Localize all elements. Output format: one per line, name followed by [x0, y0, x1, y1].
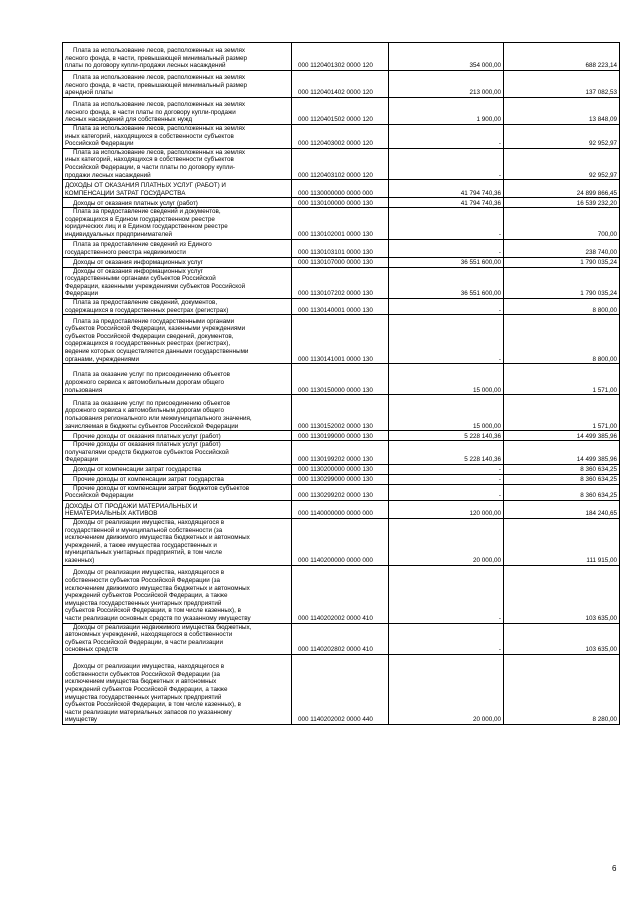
table-row — [63, 501, 620, 519]
row-code-cell: 000 1120403002 0000 120 — [292, 125, 389, 149]
row-plan-cell: - — [389, 298, 504, 314]
row-plan-cell: - — [389, 208, 504, 239]
row-plan-cell: 36 551 600,00 — [389, 267, 504, 298]
row-plan-cell: 354 000,00 — [389, 43, 504, 71]
table-row — [63, 267, 620, 298]
table-row — [63, 98, 620, 125]
table-row — [63, 71, 620, 98]
row-fact-cell: 13 848,09 — [504, 98, 620, 125]
table-row — [63, 43, 620, 71]
revenue-table-sheet — [62, 42, 619, 725]
row-fact-cell: 1 790 035,24 — [504, 257, 620, 267]
row-name-cell: Прочие доходы от оказания платных услуг (работ) получателями средств бюджетов субъектов Российской Федерации — [63, 441, 292, 465]
table-row — [63, 484, 620, 500]
table-row — [63, 298, 620, 314]
row-fact-cell: 1 571,00 — [504, 395, 620, 431]
row-name-cell: Плата за предоставление государственными органами субъектов Российской Федерации, казенными учреждениями субъектов Российской Федерации сведений, документов, содержащихся в государственных реестрах (регистрах), ведение которых осуществляется данными государственными органами, учреждениями — [63, 315, 292, 364]
table-row — [63, 239, 620, 257]
row-name-cell: Доходы от оказания информационных услуг — [63, 257, 292, 267]
row-fact-cell: 8 360 634,25 — [504, 474, 620, 484]
row-code-cell: 000 1130152002 0000 130 — [292, 395, 389, 431]
row-fact-cell: 16 539 232,20 — [504, 198, 620, 208]
row-fact-cell: 92 952,97 — [504, 148, 620, 179]
table-row — [63, 257, 620, 267]
row-code-cell: 000 1130100000 0000 130 — [292, 198, 389, 208]
row-name-cell: Доходы от реализации имущества, находящегося в собственности субъектов Российской Федерации (за исключением движимого имущества бюджетных и автономных учреждений субъектов Российской Федерации, а также имущества государственных унитарных предприятий субъектов Российской Федерации, в том числе казенных), в части реализации основных средств по указанному имуществу — [63, 565, 292, 623]
revenue-table — [62, 42, 620, 725]
row-name-cell: Доходы от компенсации затрат государства — [63, 464, 292, 474]
row-plan-cell: 5 228 140,36 — [389, 431, 504, 441]
row-fact-cell: 24 899 866,45 — [504, 180, 620, 198]
row-fact-cell: 8 800,00 — [504, 298, 620, 314]
table-row — [63, 623, 620, 654]
row-fact-cell: 688 223,14 — [504, 43, 620, 71]
table-row — [63, 519, 620, 566]
row-code-cell: 000 1140202802 0000 410 — [292, 623, 389, 654]
row-fact-cell: 1 571,00 — [504, 364, 620, 395]
row-plan-cell: - — [389, 239, 504, 257]
row-name-cell: Плата за использование лесов, расположенных на землях лесного фонда, в части платы по договору купли-продажи лесных насаждений для собственных нужд — [63, 98, 292, 125]
row-plan-cell: - — [389, 623, 504, 654]
row-plan-cell: 20 000,00 — [389, 519, 504, 566]
row-name-cell: Доходы от реализации недвижимого имущества бюджетных, автономных учреждений, находящегося в собственности субъекта Российской Федерации, в части реализации основных средств — [63, 623, 292, 654]
row-name-cell: Плата за предоставление сведений из Единого государственного реестра недвижимости — [63, 239, 292, 257]
row-fact-cell: 8 280,00 — [504, 655, 620, 725]
row-code-cell: 000 1140202002 0000 440 — [292, 655, 389, 725]
row-name-cell: ДОХОДЫ ОТ ПРОДАЖИ МАТЕРИАЛЬНЫХ И НЕМАТЕРИАЛЬНЫХ АКТИВОВ — [63, 501, 292, 519]
row-name-cell: Плата за использование лесов, расположенных на землях лесного фонда, в части, превышающей минимальный размер арендной платы — [63, 71, 292, 98]
row-name-cell: Плата за оказание услуг по присоединению объектов дорожного сервиса к автомобильным дорогам общего пользования — [63, 364, 292, 395]
row-plan-cell: - — [389, 315, 504, 364]
row-plan-cell: 120 000,00 — [389, 501, 504, 519]
table-row — [63, 464, 620, 474]
row-fact-cell: 92 952,97 — [504, 125, 620, 149]
row-plan-cell: - — [389, 484, 504, 500]
row-code-cell: 000 1130107202 0000 130 — [292, 267, 389, 298]
row-name-cell: Доходы от реализации имущества, находящегося в собственности субъектов Российской Федерации (за исключением имущества бюджетных и автономных учреждений субъектов Российской Федерации, а также имущества государственных унитарных предприятий субъектов Российской Федерации, в том числе казенных), в части реализации материальных запасов по указанному имуществу — [63, 655, 292, 725]
table-row — [63, 180, 620, 198]
table-row — [63, 315, 620, 364]
row-code-cell: 000 1130141001 0000 130 — [292, 315, 389, 364]
row-name-cell: ДОХОДЫ ОТ ОКАЗАНИЯ ПЛАТНЫХ УСЛУГ (РАБОТ) И КОМПЕНСАЦИИ ЗАТРАТ ГОСУДАРСТВА — [63, 180, 292, 198]
row-plan-cell: 20 000,00 — [389, 655, 504, 725]
table-row — [63, 148, 620, 179]
row-code-cell: 000 1130199000 0000 130 — [292, 431, 389, 441]
row-code-cell: 000 1140000000 0000 000 — [292, 501, 389, 519]
row-fact-cell: 1 790 035,24 — [504, 267, 620, 298]
table-row — [63, 125, 620, 149]
row-fact-cell: 700,00 — [504, 208, 620, 239]
row-fact-cell: 8 360 634,25 — [504, 484, 620, 500]
row-plan-cell: - — [389, 565, 504, 623]
row-plan-cell: 41 794 740,36 — [389, 198, 504, 208]
row-plan-cell: - — [389, 464, 504, 474]
row-code-cell: 000 1130299000 0000 130 — [292, 474, 389, 484]
row-name-cell: Плата за использование лесов, расположенных на землях лесного фонда, в части, превышающей минимальный размер платы по договору купли-продажи лесных насаждений — [63, 43, 292, 71]
row-name-cell: Доходы от оказания информационных услуг государственными органами субъектов Российской Федерации, казенными учреждениями субъектов Российской Федерации — [63, 267, 292, 298]
row-name-cell: Плата за использование лесов, расположенных на землях иных категорий, находящихся в собственности субъектов Российской Федерации — [63, 125, 292, 149]
row-code-cell: 000 1130107000 0000 130 — [292, 257, 389, 267]
row-fact-cell: 238 740,00 — [504, 239, 620, 257]
row-name-cell: Доходы от оказания платных услуг (работ) — [63, 198, 292, 208]
table-row — [63, 474, 620, 484]
table-row — [63, 208, 620, 239]
row-name-cell: Плата за предоставление сведений и документов, содержащихся в Едином государственном реестре юридических лиц и в Едином государственном реестре индивидуальных предпринимателей — [63, 208, 292, 239]
row-code-cell: 000 1120403102 0000 120 — [292, 148, 389, 179]
table-row — [63, 565, 620, 623]
row-code-cell: 000 1130000000 0000 000 — [292, 180, 389, 198]
table-row — [63, 198, 620, 208]
row-fact-cell: 184 240,65 — [504, 501, 620, 519]
row-code-cell: 000 1140202002 0000 410 — [292, 565, 389, 623]
row-name-cell: Прочие доходы от оказания платных услуг (работ) — [63, 431, 292, 441]
row-code-cell: 000 1140200000 0000 000 — [292, 519, 389, 566]
table-row — [63, 441, 620, 465]
row-code-cell: 000 1130150000 0000 130 — [292, 364, 389, 395]
row-name-cell: Доходы от реализации имущества, находящегося в государственной и муниципальной собственности (за исключением движимого имущества бюджетных и автономных учреждений, а также имущества государственных и муниципальных унитарных предприятий, в том числе казенных) — [63, 519, 292, 566]
row-plan-cell: 15 000,00 — [389, 395, 504, 431]
row-name-cell: Прочие доходы от компенсации затрат бюджетов субъектов Российской Федерации — [63, 484, 292, 500]
row-fact-cell: 111 915,00 — [504, 519, 620, 566]
row-code-cell: 000 1130103101 0000 130 — [292, 239, 389, 257]
row-name-cell: Плата за предоставление сведений, документов, содержащихся в государственных реестрах (регистрах) — [63, 298, 292, 314]
row-fact-cell: 8 360 634,25 — [504, 464, 620, 474]
row-fact-cell: 137 082,53 — [504, 71, 620, 98]
row-name-cell: Плата за оказание услуг по присоединению объектов дорожного сервиса к автомобильным дорогам общего пользования регионального или межмуниципального значения, зачисляемая в бюджеты субъектов Российской Федерации — [63, 395, 292, 431]
row-code-cell: 000 1130199202 0000 130 — [292, 441, 389, 465]
row-fact-cell: 8 800,00 — [504, 315, 620, 364]
table-row — [63, 431, 620, 441]
table-row — [63, 364, 620, 395]
row-fact-cell: 14 499 385,96 — [504, 431, 620, 441]
row-plan-cell: - — [389, 125, 504, 149]
row-name-cell: Прочие доходы от компенсации затрат государства — [63, 474, 292, 484]
table-row — [63, 395, 620, 431]
row-code-cell: 000 1130102001 0000 130 — [292, 208, 389, 239]
row-code-cell: 000 1120401502 0000 120 — [292, 98, 389, 125]
row-fact-cell: 14 499 385,96 — [504, 441, 620, 465]
row-name-cell: Плата за использование лесов, расположенных на землях иных категорий, находящихся в собственности субъектов Российской Федерации, в части платы по договору купли- продажи лесных насаждений — [63, 148, 292, 179]
row-plan-cell: 5 228 140,36 — [389, 441, 504, 465]
row-code-cell: 000 1130200000 0000 130 — [292, 464, 389, 474]
page-number: 6 — [612, 864, 617, 873]
row-plan-cell: 15 000,00 — [389, 364, 504, 395]
row-plan-cell: 213 000,00 — [389, 71, 504, 98]
row-plan-cell: 1 900,00 — [389, 98, 504, 125]
row-code-cell: 000 1130140001 0000 130 — [292, 298, 389, 314]
row-plan-cell: - — [389, 474, 504, 484]
row-code-cell: 000 1130299202 0000 130 — [292, 484, 389, 500]
row-plan-cell: 41 794 740,36 — [389, 180, 504, 198]
table-row — [63, 655, 620, 725]
row-fact-cell: 103 635,00 — [504, 565, 620, 623]
row-code-cell: 000 1120401302 0000 120 — [292, 43, 389, 71]
row-plan-cell: 36 551 600,00 — [389, 257, 504, 267]
row-plan-cell: - — [389, 148, 504, 179]
row-code-cell: 000 1120401402 0000 120 — [292, 71, 389, 98]
row-fact-cell: 103 635,00 — [504, 623, 620, 654]
revenue-table-body — [63, 43, 620, 725]
